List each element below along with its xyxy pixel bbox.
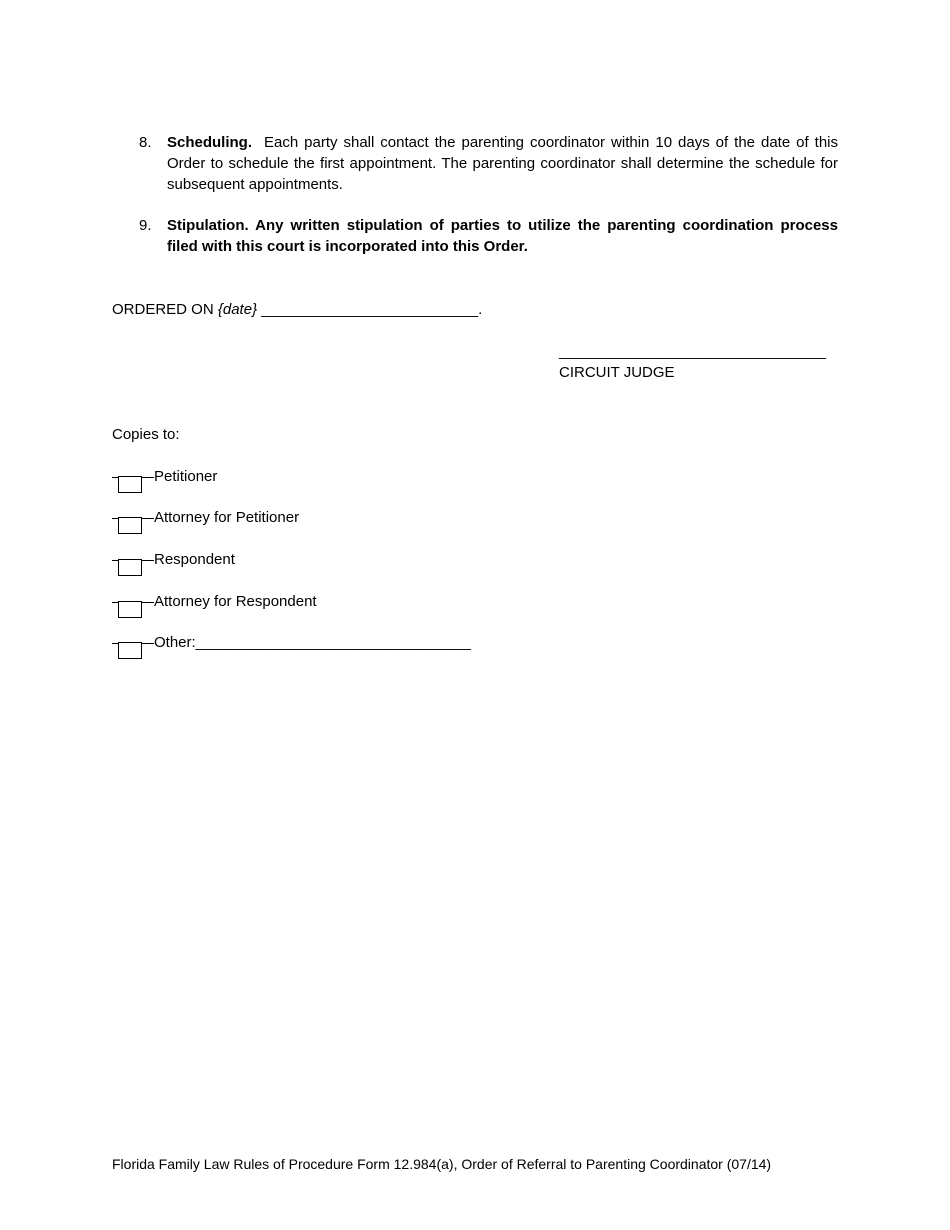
checkbox-attorney-respondent[interactable] [118, 601, 142, 618]
date-blank[interactable]: __________________________. [261, 301, 483, 318]
copy-label-other[interactable]: Other:_________________________________ [154, 634, 471, 651]
copy-item-other [112, 632, 471, 654]
copy-label: Attorney for Respondent [154, 593, 317, 610]
paragraph-scheduling [112, 132, 838, 195]
date-placeholder: {date} [217, 301, 258, 318]
paragraph-stipulation [112, 215, 838, 257]
paragraph-number: 8. [139, 134, 152, 151]
copy-item-attorney-respondent [112, 591, 317, 613]
paragraph-number: 9. [139, 217, 152, 234]
form-footer: Florida Family Law Rules of Procedure Form 12.984(a), Order of Referral to Parenting Coordinator (07/14) [112, 1156, 772, 1172]
copy-label: Petitioner [154, 468, 218, 485]
checkbox-respondent[interactable] [118, 559, 142, 576]
ordered-on-line [112, 299, 482, 320]
paragraph-heading: Stipulation. [167, 217, 249, 234]
signature-title: CIRCUIT JUDGE [559, 364, 675, 381]
ordered-on-label: ORDERED ON [112, 301, 214, 318]
paragraph-text: Each party shall contact the parenting coordinator within 10 days of the date of this Order to schedule the first appointment. The parenting coordinator shall determine the schedule for subsequent appointments. [167, 134, 838, 193]
checkbox-other[interactable] [118, 642, 142, 659]
copy-label: Respondent [154, 551, 235, 568]
paragraph-text: Any written stipulation of parties to utilize the parenting coordination process filed with this court is incorporated into this Order. [167, 217, 838, 255]
signature-line[interactable]: ________________________________ [559, 343, 826, 360]
copy-label: Attorney for Petitioner [154, 509, 300, 526]
checkbox-attorney-petitioner[interactable] [118, 517, 142, 534]
paragraph-body [167, 215, 838, 257]
copy-item-attorney-petitioner [112, 507, 299, 529]
signature-block [559, 341, 826, 383]
paragraph-heading: Scheduling. [167, 134, 253, 151]
copy-item-respondent [112, 549, 235, 571]
copy-item-petitioner [112, 466, 217, 488]
copies-to-label: Copies to: [112, 426, 180, 443]
checkbox-petitioner[interactable] [118, 476, 142, 493]
paragraph-body [167, 132, 838, 195]
